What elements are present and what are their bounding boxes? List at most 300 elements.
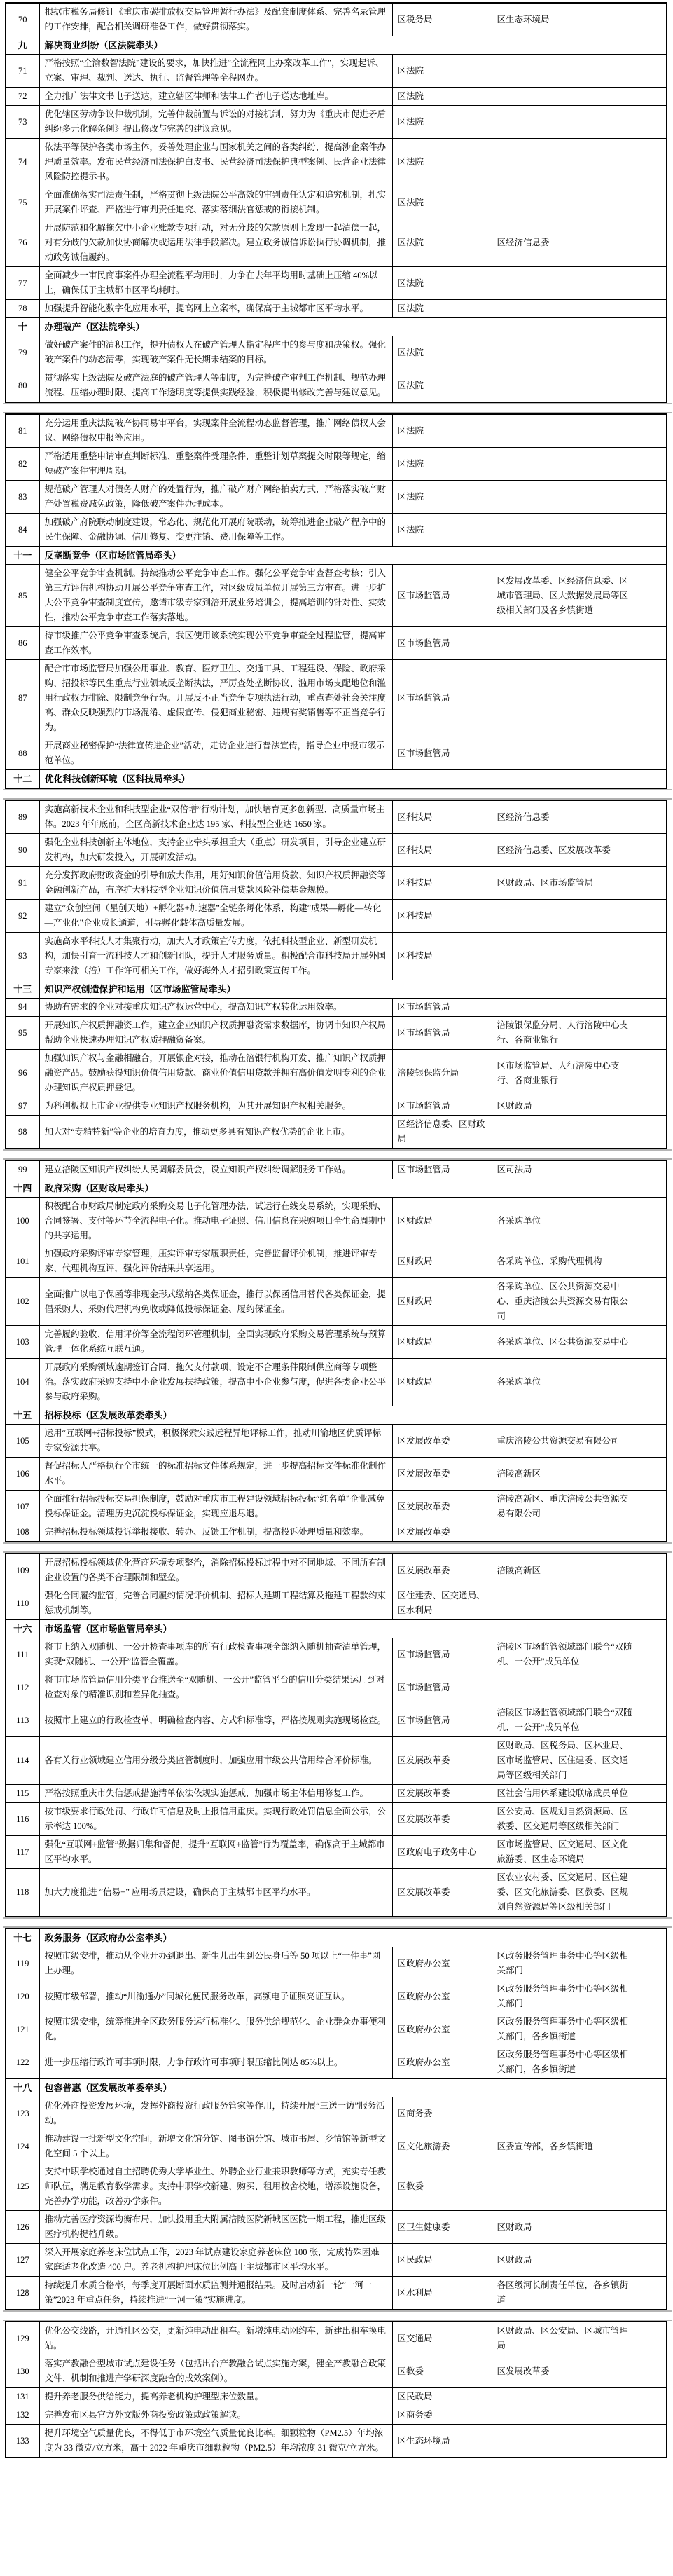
- row-number: 82: [6, 448, 39, 481]
- lead-unit: 区发展改革委: [392, 1523, 492, 1542]
- task-row: [6, 1326, 667, 1359]
- row-number: 128: [6, 2277, 39, 2310]
- row-number: 109: [6, 1554, 39, 1587]
- section-row: [6, 1179, 667, 1198]
- remark-cell: [639, 1803, 667, 1836]
- row-number: 85: [6, 565, 39, 627]
- row-number: 127: [6, 2244, 39, 2277]
- lead-unit: 区法院: [392, 267, 492, 300]
- coop-unit: 区经济信息委: [492, 219, 639, 267]
- coop-unit: 区发展改革委、区经济信息委、区城市管理局、区大数据发展局等区级相关部门及各乡镇街道: [492, 565, 639, 627]
- lead-unit: 区市场监管局: [392, 1017, 492, 1050]
- lead-unit: 区财政局: [392, 1198, 492, 1245]
- remark-cell: [639, 514, 667, 547]
- task-row: [6, 1638, 667, 1671]
- task-row: [6, 481, 667, 514]
- remark-cell: [639, 2425, 667, 2458]
- lead-unit: 区法院: [392, 139, 492, 186]
- section-row: [6, 36, 667, 55]
- task-text: 做好破产案件的清积工作，提升债权人在破产管理人指定程序中的参与度和决策权。强化破产案件的动态清零，实现破产案件无长期未结案的目标。: [39, 336, 392, 369]
- task-row: [6, 660, 667, 737]
- section-row: [6, 547, 667, 565]
- remark-cell: [639, 2097, 667, 2130]
- lead-unit: 区水利局: [392, 2277, 492, 2310]
- task-text: 各有关行业领域建立信用分级分类监管制度时，加强应用市级公共信用综合评价标准。: [39, 1737, 392, 1785]
- task-row: [6, 1160, 667, 1179]
- coop-unit: 区政务服务管理事务中心等区级相关部门，各乡镇街道: [492, 2013, 639, 2046]
- coop-unit: 区市场监管局、区交通局、区文化旅游委、区生态环境局: [492, 1836, 639, 1869]
- task-text: 规范破产管理人对债务人财产的处置行为，推广破产财产网络拍卖方式，严格落实破产财产处置税费减免政策，降低破产案件办理成本。: [39, 481, 392, 514]
- task-text: 优化外商投资发展环境，发挥外商投资行政服务管家等作用，持续开展“三送一访”服务活动。: [39, 2097, 392, 2130]
- section-number: 十五: [6, 1406, 39, 1425]
- task-text: 全力推广法律文书电子送达，建立辖区律师和法律工作者电子送达地址库。: [39, 88, 392, 106]
- row-number: 93: [6, 933, 39, 980]
- task-row: [6, 1017, 667, 1050]
- document-page: [5, 2, 667, 403]
- section-row: [6, 1620, 667, 1638]
- task-text: 加强提升智能化数字化应用水平，提高网上立案率，确保高于主城都市区平均水平。: [39, 300, 392, 318]
- section-number: 十六: [6, 1620, 39, 1638]
- coop-unit: 区财政局、区市场监管局: [492, 867, 639, 900]
- remark-cell: [639, 2244, 667, 2277]
- task-text: 提升养老服务供给能力，提高养老机构护理型床位数量。: [39, 2388, 392, 2406]
- task-text: 全面减少一审民商事案件办理全流程平均用时，力争在去年平均用时基础上压缩 40%以上，确保低于主城都市区平均耗时。: [39, 267, 392, 300]
- lead-unit: 区发展改革委: [392, 1458, 492, 1491]
- task-row: [6, 2277, 667, 2310]
- remark-cell: [639, 1947, 667, 1980]
- lead-unit: 区政府办公室: [392, 1947, 492, 1980]
- task-text: 协助有需求的企业对接重庆知识产权运营中心，提高知识产权转化运用效率。: [39, 999, 392, 1017]
- lead-unit: 区发展改革委: [392, 1425, 492, 1458]
- task-text: 充分发挥政府财政资金的引导和放大作用，用好知识价值信用贷款、知识产权质押融资等金融创新产品，有序扩大科技型企业知识价值信用贷款风险补偿基金规模。: [39, 867, 392, 900]
- task-row: [6, 867, 667, 900]
- task-row: [6, 2013, 667, 2046]
- task-text: 完善发布区县官方外文版外商投资政策或政策解读。: [39, 2406, 392, 2425]
- task-row: [6, 2406, 667, 2425]
- coop-unit: 区财政局、区公安局、区城市管理局: [492, 2322, 639, 2355]
- remark-cell: [639, 414, 667, 448]
- coop-unit: [492, 660, 639, 737]
- row-number: 104: [6, 1359, 39, 1406]
- row-number: 86: [6, 627, 39, 660]
- task-row: [6, 2425, 667, 2458]
- remark-cell: [639, 2406, 667, 2425]
- document-page: [5, 2321, 667, 2458]
- task-row: [6, 267, 667, 300]
- coop-unit: [492, 369, 639, 403]
- row-number: 125: [6, 2163, 39, 2211]
- task-row: [6, 336, 667, 369]
- task-text: 实施高新技术企业和科技型企业“双倍增”行动计划，加快培育更多创新型、高质量市场主体。2023 年年底前，全区高新技术企业达 195 家、科技型企业达 1650 家。: [39, 800, 392, 834]
- lead-unit: 区法院: [392, 186, 492, 219]
- remark-cell: [639, 186, 667, 219]
- row-number: 77: [6, 267, 39, 300]
- remark-cell: [639, 2130, 667, 2163]
- coop-unit: 涪陵银保监分局、人行涪陵中心支行、各商业银行: [492, 1017, 639, 1050]
- remark-cell: [639, 1785, 667, 1803]
- coop-unit: [492, 2163, 639, 2211]
- task-text: 提升环境空气质量优良，不得低于市环境空气质量优良比率。细颗粒物（PM2.5）年均浓度为 33 微克/立方米，高于 2022 年重庆市细颗粒物（PM2.5）年均浓度 31 微克/立方米。: [39, 2425, 392, 2458]
- section-number: 十八: [6, 2079, 39, 2097]
- task-text: 按市级要求行政处罚、行政许可信息及时上报信用重庆。实现行政处罚信息全面公示，公示率达 100%。: [39, 1803, 392, 1836]
- coop-unit: 重庆涪陵公共资源交易有限公司: [492, 1425, 639, 1458]
- task-text: 进一步压缩行政许可事项时限，力争行政许可事项时限压缩比例达 85%以上。: [39, 2046, 392, 2079]
- task-row: [6, 1803, 667, 1836]
- row-number: 96: [6, 1050, 39, 1097]
- section-row: [6, 770, 667, 789]
- coop-unit: 涪陵高新区: [492, 1458, 639, 1491]
- task-row: [6, 1869, 667, 1917]
- coop-unit: [492, 336, 639, 369]
- task-row: [6, 999, 667, 1017]
- remark-cell: [639, 2046, 667, 2079]
- remark-cell: [639, 627, 667, 660]
- lead-unit: 区发展改革委: [392, 1737, 492, 1785]
- row-number: 106: [6, 1458, 39, 1491]
- coop-unit: [492, 267, 639, 300]
- task-row: [6, 834, 667, 867]
- task-row: [6, 1785, 667, 1803]
- section-title: 招标投标（区发展改革委牵头）: [39, 1406, 667, 1425]
- coop-unit: [492, 186, 639, 219]
- row-number: 92: [6, 900, 39, 933]
- row-number: 123: [6, 2097, 39, 2130]
- task-text: 开展防范和化解拖欠中小企业账款专项行动，对无分歧的欠款原则上发现一起清偿一起，对有分歧的欠款加快协商解决或运用法律手段解决。建立政务诚信诉讼执行协调机制，推动政务诚信履约。: [39, 219, 392, 267]
- row-number: 113: [6, 1704, 39, 1737]
- task-text: 开展政府采购领域逾期签订合同、拖欠支付款项、设定不合理条件限制供应商等专项整治。落实政府采购支持中小企业发展扶持政策，提高中小企业参与度，促进各类企业公平参与政府采购。: [39, 1359, 392, 1406]
- remark-cell: [639, 2355, 667, 2388]
- lead-unit: 区民政局: [392, 2244, 492, 2277]
- row-number: 124: [6, 2130, 39, 2163]
- remark-cell: [639, 139, 667, 186]
- task-text: 依法平等保护各类市场主体，妥善处理企业与国家机关之间的各类纠纷，提高涉企案件办理质量效率。发布民营经济司法保护白皮书、民营经济司法保护典型案例、民营企业法律风险防控提示书。: [39, 139, 392, 186]
- task-row: [6, 627, 667, 660]
- section-title: 优化科技创新环境（区科技局牵头）: [39, 770, 667, 789]
- lead-unit: 区政府电子政务中心: [392, 1836, 492, 1869]
- remark-cell: [639, 106, 667, 139]
- coop-unit: [492, 933, 639, 980]
- coop-unit: [492, 414, 639, 448]
- row-number: 108: [6, 1523, 39, 1542]
- task-text: 严格按照“全渝数智法院”建设的要求，加快推进“全流程网上办案改革工作”，实现起诉、立案、审理、裁判、送达、执行、监督管理等全程网办。: [39, 55, 392, 88]
- row-number: 99: [6, 1160, 39, 1179]
- row-number: 114: [6, 1737, 39, 1785]
- remark-cell: [639, 219, 667, 267]
- document-page: [5, 413, 667, 789]
- lead-unit: 区财政局: [392, 1359, 492, 1406]
- lead-unit: 区民政局: [392, 2388, 492, 2406]
- task-row: [6, 565, 667, 627]
- coop-unit: [492, 55, 639, 88]
- coop-unit: 涪陵高新区、重庆涪陵公共资源交易有限公司: [492, 1491, 639, 1523]
- coop-unit: 区政务服务管理事务中心等区级相关部门: [492, 1947, 639, 1980]
- lead-unit: 区生态环境局: [392, 2425, 492, 2458]
- coop-unit: [492, 106, 639, 139]
- task-text: 严格按照重庆市失信惩戒措施清单依法依规实施惩戒，加强市场主体信用修复工作。: [39, 1785, 392, 1803]
- row-number: 121: [6, 2013, 39, 2046]
- task-text: 完善招标投标领域投诉举报接收、转办、反馈工作机制，提高投诉处理质量和效率。: [39, 1523, 392, 1542]
- coop-unit: 区农业农村委、区交通局、区住建委、区文化旅游委、区教委、区规划自然资源局等区级相关部门: [492, 1869, 639, 1917]
- task-row: [6, 139, 667, 186]
- task-row: [6, 219, 667, 267]
- section-number: 十三: [6, 980, 39, 999]
- task-text: 全面推广以电子保函等非现金形式缴纳各类保证金，推行以保函信用替代各类保证金，提倡采购人、采购代理机构免收或降低投标保证金、履约保证金。: [39, 1278, 392, 1326]
- task-text: 贯彻落实上级法院及破产法庭的破产管理人等制度，为完善破产审判工作机制、规范办理流程、压缩办理时限、提高工作透明度等提供实践经验，积极提出修改完善与建议意见。: [39, 369, 392, 403]
- task-text: 优化辖区劳动争议仲裁机制，完善仲裁前置与诉讼的对接机制，努力为《重庆市促进矛盾纠纷多元化解条例》提出修改与完善的建议意见。: [39, 106, 392, 139]
- lead-unit: 区住建委、区交通局、区水利局: [392, 1587, 492, 1620]
- row-number: 129: [6, 2322, 39, 2355]
- coop-unit: [492, 999, 639, 1017]
- coop-unit: [492, 2097, 639, 2130]
- task-row: [6, 1836, 667, 1869]
- remark-cell: [639, 999, 667, 1017]
- section-title: 市场监管（区市场监管局牵头）: [39, 1620, 667, 1638]
- section-row: [6, 1928, 667, 1947]
- lead-unit: 区科技局: [392, 800, 492, 834]
- remark-cell: [639, 300, 667, 318]
- remark-cell: [639, 1836, 667, 1869]
- lead-unit: 区财政局: [392, 1278, 492, 1326]
- task-text: 实施高水平科技人才集聚行动，加大人才政策宣传力度，依托科技型企业、新型研发机构，加快引育一流科技人才和创新团队，提升人才服务质量。积极配合市科技局开展外国专家来渝（涪）工作许可相关工作，做好海外人才招引政策宣传工作。: [39, 933, 392, 980]
- lead-unit: 区商务委: [392, 2097, 492, 2130]
- section-title: 包容普惠（区发展改革委牵头）: [39, 2079, 667, 2097]
- page-break: [3, 2310, 672, 2321]
- remark-cell: [639, 1458, 667, 1491]
- page-break: [3, 403, 672, 413]
- coop-unit: 涪陵高新区: [492, 1554, 639, 1587]
- lead-unit: 区发展改革委: [392, 1803, 492, 1836]
- task-row: [6, 448, 667, 481]
- lead-unit: 区法院: [392, 514, 492, 547]
- coop-unit: 区财政局: [492, 2244, 639, 2277]
- remark-cell: [639, 267, 667, 300]
- section-row: [6, 980, 667, 999]
- task-text: 按照市级部署，推动“川渝通办”同城化便民服务改革，高频电子证照亮证互认。: [39, 1980, 392, 2013]
- task-text: 落实产教融合型城市试点建设任务（包括出台产教融合试点实施方案，健全产教融合政策文件、机制和推进产学研深度融合的成效案例）。: [39, 2355, 392, 2388]
- coop-unit: 涪陵区市场监管领域部门联合“双随机、一公开”成员单位: [492, 1704, 639, 1737]
- section-number: 十: [6, 318, 39, 336]
- task-row: [6, 1425, 667, 1458]
- task-text: 强化“互联网+监管”数据归集和督促，提升“互联网+监管”行为覆盖率，确保高于主城都市区平均水平。: [39, 1836, 392, 1869]
- row-number: 132: [6, 2406, 39, 2425]
- lead-unit: 区法院: [392, 88, 492, 106]
- row-number: 110: [6, 1587, 39, 1620]
- remark-cell: [639, 1554, 667, 1587]
- lead-unit: 区卫生健康委: [392, 2211, 492, 2244]
- task-row: [6, 800, 667, 834]
- task-text: 加强知识产权与金融相融合，开展银企对接，推动在涪银行机构开发、推广知识产权质押融资产品。鼓励获得知识价值信用贷款、商业价值信用贷款并拥有高价值发明专利的企业办理知识产权质押登记。: [39, 1050, 392, 1097]
- remark-cell: [639, 2388, 667, 2406]
- task-row: [6, 2130, 667, 2163]
- lead-unit: 区政府办公室: [392, 2046, 492, 2079]
- section-number: 十二: [6, 770, 39, 789]
- row-number: 73: [6, 106, 39, 139]
- coop-unit: [492, 139, 639, 186]
- task-text: 强化企业科技创新主体地位，支持企业牵头承担重大（重点）研发项目，引导企业建立研发机构，加大研发投入，开展研发活动。: [39, 834, 392, 867]
- lead-unit: 区发展改革委: [392, 1869, 492, 1917]
- task-text: 深入开展家庭养老床位试点工作，2023 年试点建设家庭养老床位 100 张，完成特殊困难家庭适老化改造 400 户。养老机构护理床位比例高于主城都市区平均水平。: [39, 2244, 392, 2277]
- remark-cell: [639, 2163, 667, 2211]
- coop-unit: [492, 2406, 639, 2425]
- row-number: 89: [6, 800, 39, 834]
- row-number: 111: [6, 1638, 39, 1671]
- coop-unit: 区司法局: [492, 1160, 639, 1179]
- task-row: [6, 1587, 667, 1620]
- task-text: 推动建设一批新型文化空间，新增文化馆分馆、图书馆分馆、城市书屋、乡情馆等新型文化空间 5 个以上。: [39, 2130, 392, 2163]
- task-row: [6, 2097, 667, 2130]
- row-number: 95: [6, 1017, 39, 1050]
- task-text: 加大对“专精特新”等企业的培育力度，推动更多具有知识产权优势的企业上市。: [39, 1116, 392, 1149]
- remark-cell: [639, 336, 667, 369]
- lead-unit: 区法院: [392, 481, 492, 514]
- coop-unit: 区财政局: [492, 1097, 639, 1116]
- coop-unit: [492, 1587, 639, 1620]
- task-text: 将市上纳入双随机、一公开检查事项库的所有行政检查事项全部纳入随机抽查清单管理，实现“双随机、一公开”监管全覆盖。: [39, 1638, 392, 1671]
- coop-unit: 区社会信用体系建设联席成员单位: [492, 1785, 639, 1803]
- task-row: [6, 2355, 667, 2388]
- remark-cell: [639, 933, 667, 980]
- row-number: 117: [6, 1836, 39, 1869]
- task-row: [6, 933, 667, 980]
- lead-unit: 区发展改革委: [392, 1491, 492, 1523]
- row-number: 83: [6, 481, 39, 514]
- row-number: 105: [6, 1425, 39, 1458]
- document-page: [5, 1553, 667, 1917]
- task-text: 持续提升水质合格率，每季度开展断面水质监测并通报结果。及时启动新一轮“一河一策”2023 年重点任务，持续推进“一河一策”实施进度。: [39, 2277, 392, 2310]
- section-row: [6, 318, 667, 336]
- row-number: 98: [6, 1116, 39, 1149]
- task-row: [6, 1947, 667, 1980]
- task-row: [6, 2244, 667, 2277]
- lead-unit: 区市场监管局: [392, 1638, 492, 1671]
- row-number: 88: [6, 737, 39, 770]
- remark-cell: [639, 1097, 667, 1116]
- task-row: [6, 2046, 667, 2079]
- coop-unit: 区经济信息委: [492, 800, 639, 834]
- remark-cell: [639, 1198, 667, 1245]
- task-row: [6, 1704, 667, 1737]
- lead-unit: 区法院: [392, 369, 492, 403]
- remark-cell: [639, 1160, 667, 1179]
- row-number: 80: [6, 369, 39, 403]
- task-row: [6, 1671, 667, 1704]
- remark-cell: [639, 1050, 667, 1097]
- task-text: 加强破产府院联动制度建设，常态化、规范化开展府院联动，统筹推进企业破产程序中的民生保障、金融协调、信用修复、变更注销、费用保障等工作。: [39, 514, 392, 547]
- task-row: [6, 414, 667, 448]
- lead-unit: 区市场监管局: [392, 737, 492, 770]
- task-row: [6, 88, 667, 106]
- row-number: 119: [6, 1947, 39, 1980]
- remark-cell: [639, 55, 667, 88]
- section-number: 十四: [6, 1179, 39, 1198]
- lead-unit: 区科技局: [392, 933, 492, 980]
- lead-unit: 区科技局: [392, 867, 492, 900]
- remark-cell: [639, 900, 667, 933]
- row-number: 74: [6, 139, 39, 186]
- row-number: 130: [6, 2355, 39, 2388]
- remark-cell: [639, 2013, 667, 2046]
- task-text: 为科创板拟上市企业提供专业知识产权服务机构，为其开展知识产权相关服务。: [39, 1097, 392, 1116]
- row-number: 103: [6, 1326, 39, 1359]
- row-number: 97: [6, 1097, 39, 1116]
- task-row: [6, 3, 667, 36]
- section-title: 反垄断竞争（区市场监管局牵头）: [39, 547, 667, 565]
- task-text: 按照市上建立的行政检查单，明确检查内容、方式和标准等，严格按规则实施现场检查。: [39, 1704, 392, 1737]
- section-number: 十七: [6, 1928, 39, 1947]
- coop-unit: [492, 2388, 639, 2406]
- task-text: 全面推行招标投标交易担保制度，鼓励对重庆市工程建设领域招标投标“红名单”企业减免投标保证金。清理历史沉淀投标保证金，实现应退尽退。: [39, 1491, 392, 1523]
- remark-cell: [639, 481, 667, 514]
- task-row: [6, 514, 667, 547]
- section-number: 九: [6, 36, 39, 55]
- task-row: [6, 1491, 667, 1523]
- coop-unit: [492, 514, 639, 547]
- remark-cell: [639, 1587, 667, 1620]
- row-number: 126: [6, 2211, 39, 2244]
- task-text: 优化公交线路，开通社区公交，更新纯电动出租车。新增纯电动网约车，新建出租车换电站。: [39, 2322, 392, 2355]
- lead-unit: 区财政局: [392, 1326, 492, 1359]
- lead-unit: 区发展改革委: [392, 1785, 492, 1803]
- row-number: 112: [6, 1671, 39, 1704]
- coop-unit: 区委宣传部，各乡镇街道: [492, 2130, 639, 2163]
- remark-cell: [639, 1359, 667, 1406]
- section-title: 解决商业纠纷（区法院牵头）: [39, 36, 667, 55]
- task-text: 开展知识产权质押融资工作，建立企业知识产权质押融资需求数据库，协调市知识产权局帮助企业快速办理知识产权质押融资备案。: [39, 1017, 392, 1050]
- lead-unit: 区市场监管局: [392, 1097, 492, 1116]
- lead-unit: 区法院: [392, 106, 492, 139]
- row-number: 78: [6, 300, 39, 318]
- task-text: 加大力度推进 “信易+” 应用场景建设，确保高于主城都市区平均水平。: [39, 1869, 392, 1917]
- remark-cell: [639, 834, 667, 867]
- document-page: [5, 1160, 667, 1542]
- remark-cell: [639, 800, 667, 834]
- lead-unit: 区法院: [392, 448, 492, 481]
- document-page: [5, 800, 667, 1149]
- lead-unit: 区教委: [392, 2355, 492, 2388]
- task-text: 加强政府采购评审专家管理，压实评审专家履职责任，完善监督评价机制，推进评审专家、代理机构互评，强化评价结果共享运用。: [39, 1245, 392, 1278]
- lead-unit: 区法院: [392, 55, 492, 88]
- section-title: 办理破产（区法院牵头）: [39, 318, 667, 336]
- task-row: [6, 2322, 667, 2355]
- row-number: 79: [6, 336, 39, 369]
- coop-unit: 各采购单位、区公共资源交易中心: [492, 1326, 639, 1359]
- row-number: 122: [6, 2046, 39, 2079]
- task-text: 完善履约验收、信用评价等全流程闭环管理机制，全面实现政府采购交易管理系统与预算管理一体化系统互联互通。: [39, 1326, 392, 1359]
- page-break: [3, 1917, 672, 1928]
- row-number: 71: [6, 55, 39, 88]
- task-row: [6, 1050, 667, 1097]
- remark-cell: [639, 737, 667, 770]
- task-text: 根据市税务局修订《重庆市碳排放权交易管理暂行办法》及配套制度体系、完善名录管理的工作安排，配合相关调研准备工作，做好贯彻落实。: [39, 3, 392, 36]
- section-row: [6, 1406, 667, 1425]
- task-text: 严格适用重整申请审查判断标准、重整案件受理条件，重整计划草案提交时限等规定，缩短破产案件审理周期。: [39, 448, 392, 481]
- remark-cell: [639, 369, 667, 403]
- remark-cell: [639, 1671, 667, 1704]
- section-title: 政务服务（区政府办公室牵头）: [39, 1928, 667, 1947]
- task-text: 健全公平竞争审查机制。持续推动公平竞争审查工作。强化公平竞争审查督查考核；引入第三方评估机构协助开展公平竞争审查工作，对区级成员单位开展第三方审查。进一步扩大公平竞争审查制度宣传，邀请市级专家到涪开展业务培训会，提高培训的针对性、实效性，推动公平竞争审查工作落实落地。: [39, 565, 392, 627]
- task-text: 强化合同履约监管，完善合同履约情况评价机制、招标人延期工程结算及拖延工程款约束惩戒机制等。: [39, 1587, 392, 1620]
- task-row: [6, 1245, 667, 1278]
- remark-cell: [639, 867, 667, 900]
- coop-unit: [492, 1671, 639, 1704]
- coop-unit: [492, 88, 639, 106]
- task-text: 开展招标投标领域优化营商环境专项整治，消除招标投标过程中对不同地域、不同所有制企业设置的各类不合理限制和壁垒。: [39, 1554, 392, 1587]
- coop-unit: 区市场监管局、人行涪陵中心支行、各商业银行: [492, 1050, 639, 1097]
- coop-unit: [492, 900, 639, 933]
- lead-unit: 区市场监管局: [392, 565, 492, 627]
- task-row: [6, 900, 667, 933]
- task-row: [6, 106, 667, 139]
